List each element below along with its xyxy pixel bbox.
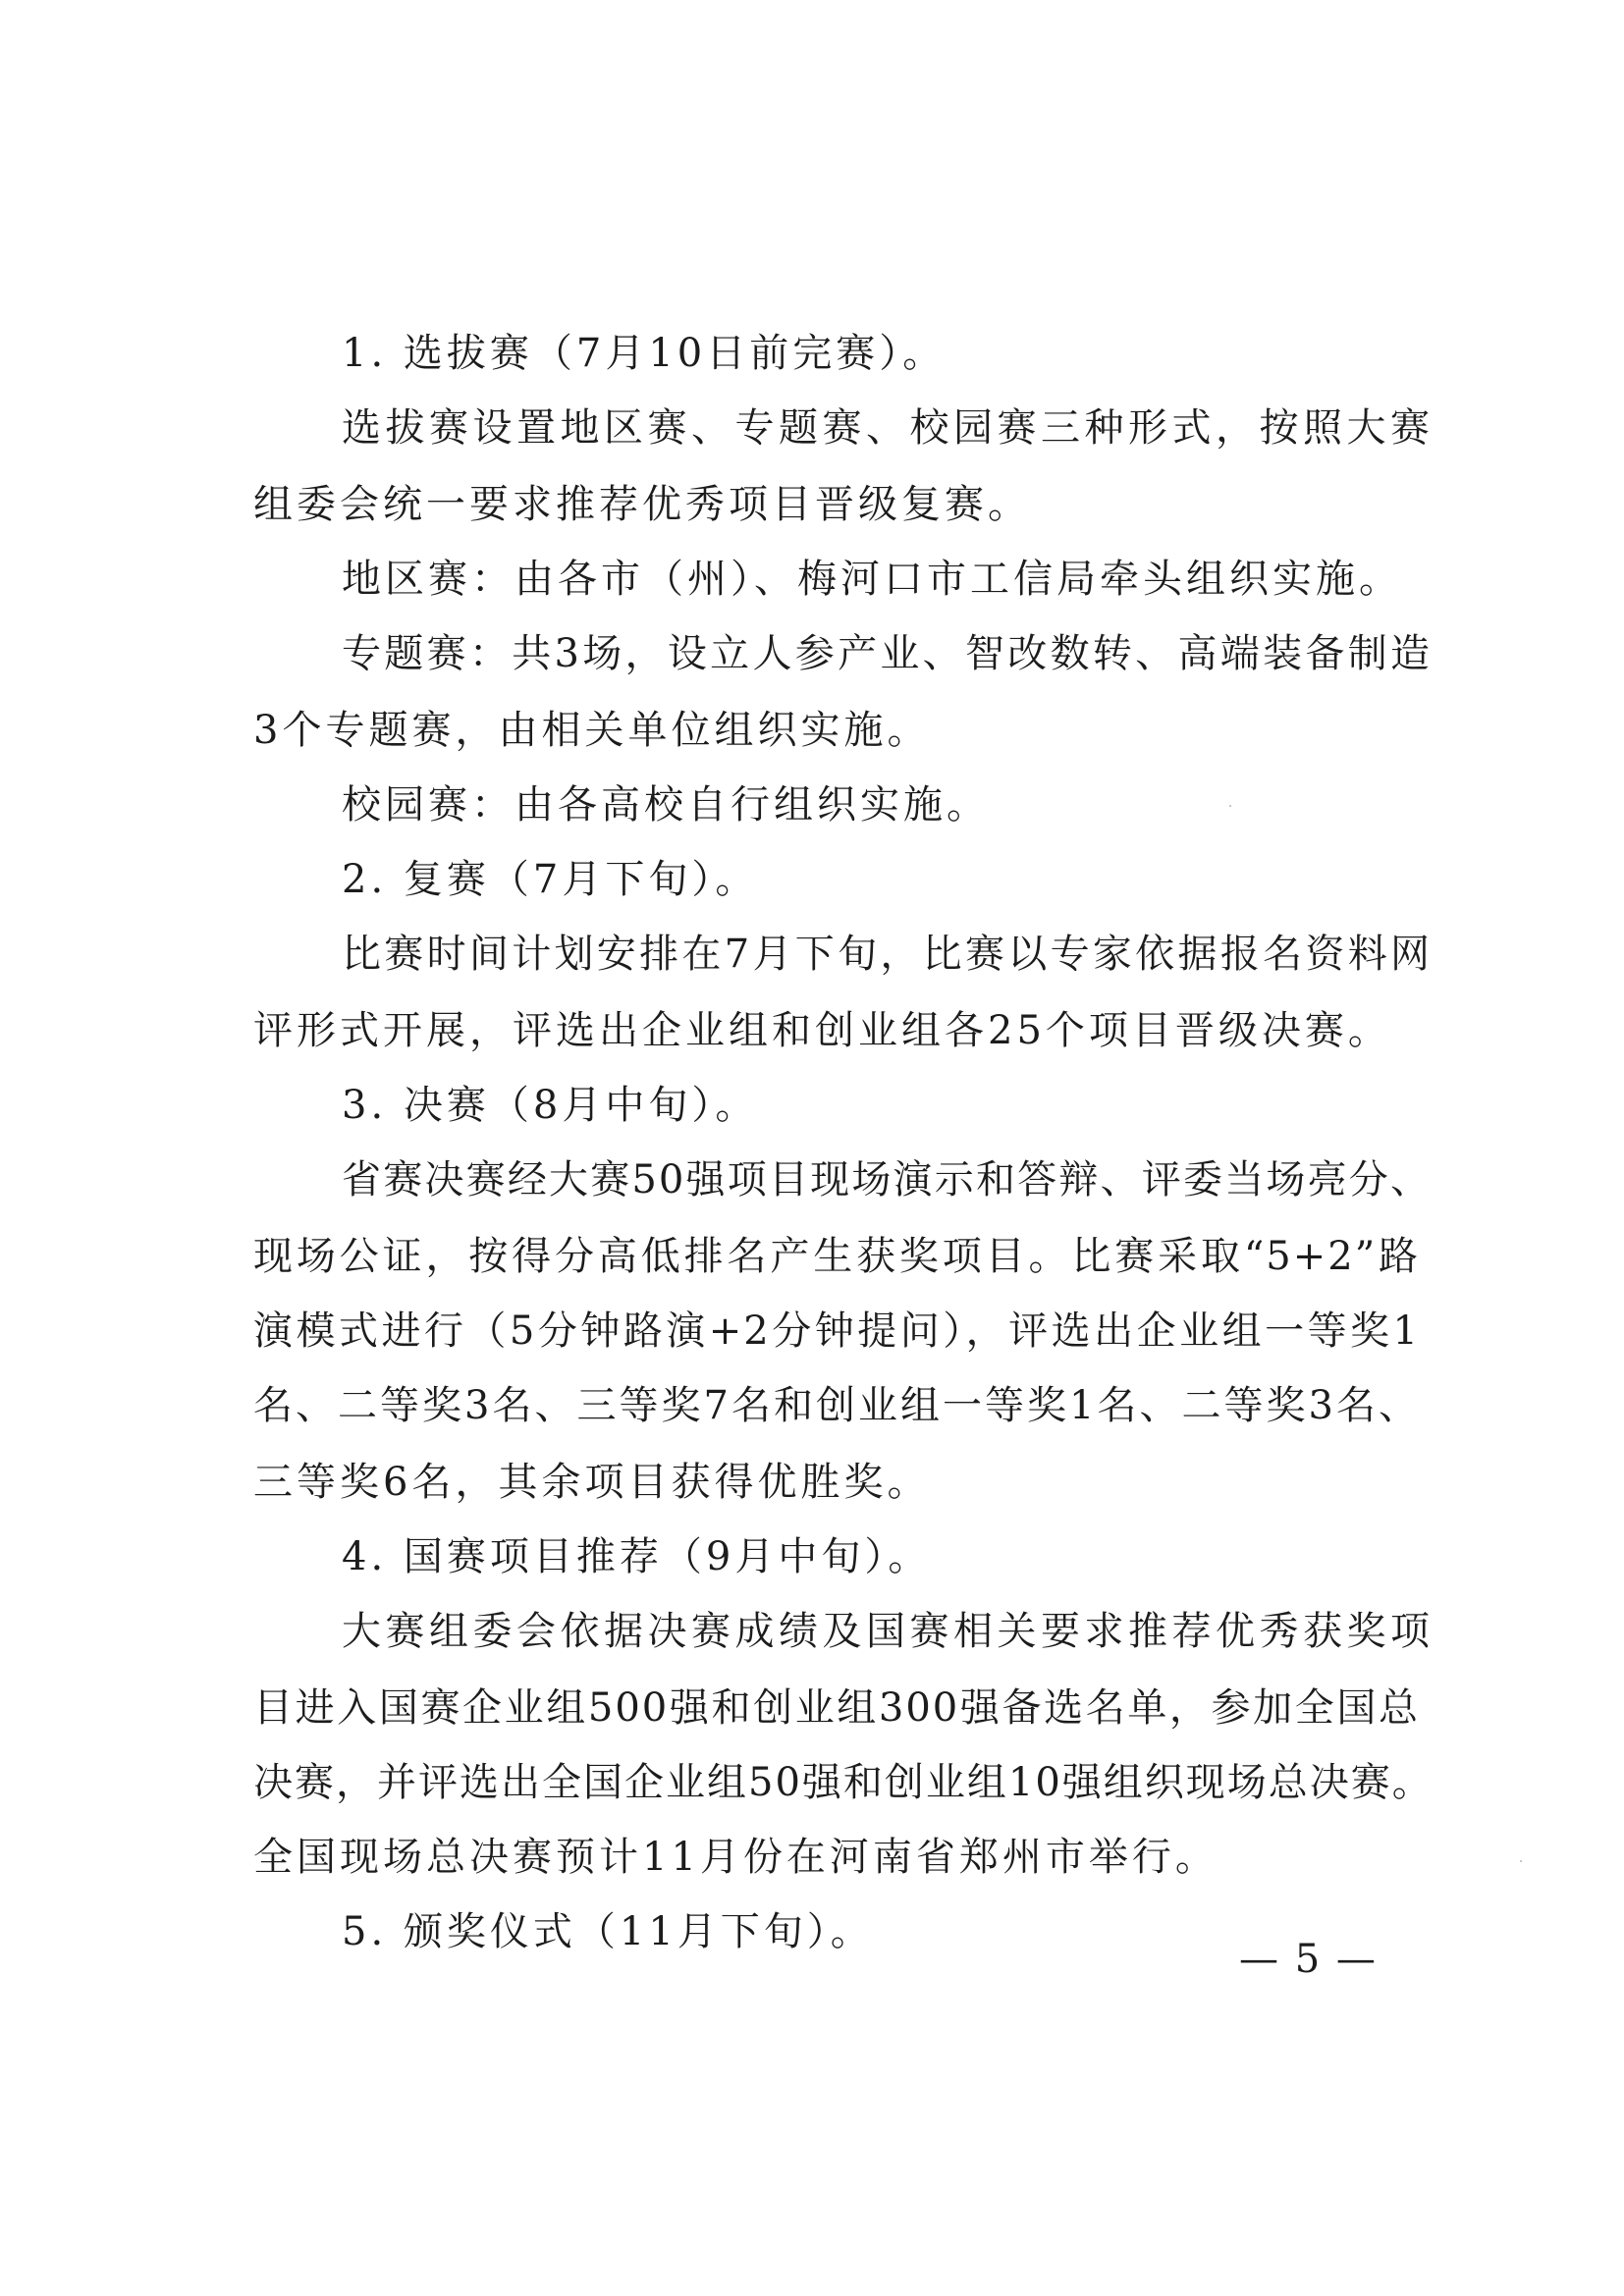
paragraph-line: 选拔赛设置地区赛、专题赛、校园赛三种形式，按照大赛 xyxy=(342,405,1432,451)
heading-national-recommendation: 4. 国赛项目推荐（9月中旬）。 xyxy=(342,1534,932,1579)
paragraph-line: 组委会统一要求推荐优秀项目晋级复赛。 xyxy=(253,482,1031,527)
paragraph-line: 省赛决赛经大赛50强项目现场演示和答辩、评委当场亮分、 xyxy=(342,1157,1432,1202)
scan-speck xyxy=(1520,1860,1522,1862)
paragraph-line: 地区赛：由各市（州）、梅河口市工信局牵头组织实施。 xyxy=(342,557,1402,602)
paragraph-line: 全国现场总决赛预计11月份在河南省郑州市举行。 xyxy=(253,1835,1218,1880)
paragraph-line: 决赛，并评选出全国企业组50强和创业组10强组织现场总决赛。 xyxy=(253,1760,1434,1805)
paragraph-line: 比赛时间计划安排在7月下旬，比赛以专家依据报名资料网 xyxy=(342,932,1432,977)
paragraph-line: 现场公证，按得分高低排名产生获奖项目。比赛采取“5+2”路 xyxy=(253,1234,1420,1279)
paragraph-line: 演模式进行（5分钟路演+2分钟提问），评选出企业组一等奖1 xyxy=(253,1308,1420,1354)
heading-final: 3. 决赛（8月中旬）。 xyxy=(342,1083,759,1128)
heading-selection-stage: 1. 选拔赛（7月10日前完赛）。 xyxy=(342,331,947,376)
heading-semifinal: 2. 复赛（7月下旬）。 xyxy=(342,857,759,902)
paragraph-line: 专题赛：共3场，设立人参产业、智改数转、高端装备制造 xyxy=(342,631,1432,676)
paragraph-line: 三等奖6名，其余项目获得优胜奖。 xyxy=(253,1460,931,1505)
heading-award-ceremony: 5. 颁奖仪式（11月下旬）。 xyxy=(342,1909,874,1954)
paragraph-line: 名、二等奖3名、三等奖7名和创业组一等奖1名、二等奖3名、 xyxy=(253,1383,1420,1428)
paragraph-line: 校园赛：由各高校自行组织实施。 xyxy=(342,782,990,828)
scan-speck xyxy=(1229,805,1231,807)
paragraph-line: 3个专题赛，由相关单位组织实施。 xyxy=(253,708,931,753)
page-number: — 5 — xyxy=(1239,1937,1378,1982)
paragraph-line: 目进入国赛企业组500强和创业组300强备选名单，参加全国总 xyxy=(253,1685,1420,1731)
paragraph-line: 评形式开展，评选出企业组和创业组各25个项目晋级决赛。 xyxy=(253,1008,1391,1053)
paragraph-line: 大赛组委会依据决赛成绩及国赛相关要求推荐优秀获奖项 xyxy=(342,1609,1432,1654)
